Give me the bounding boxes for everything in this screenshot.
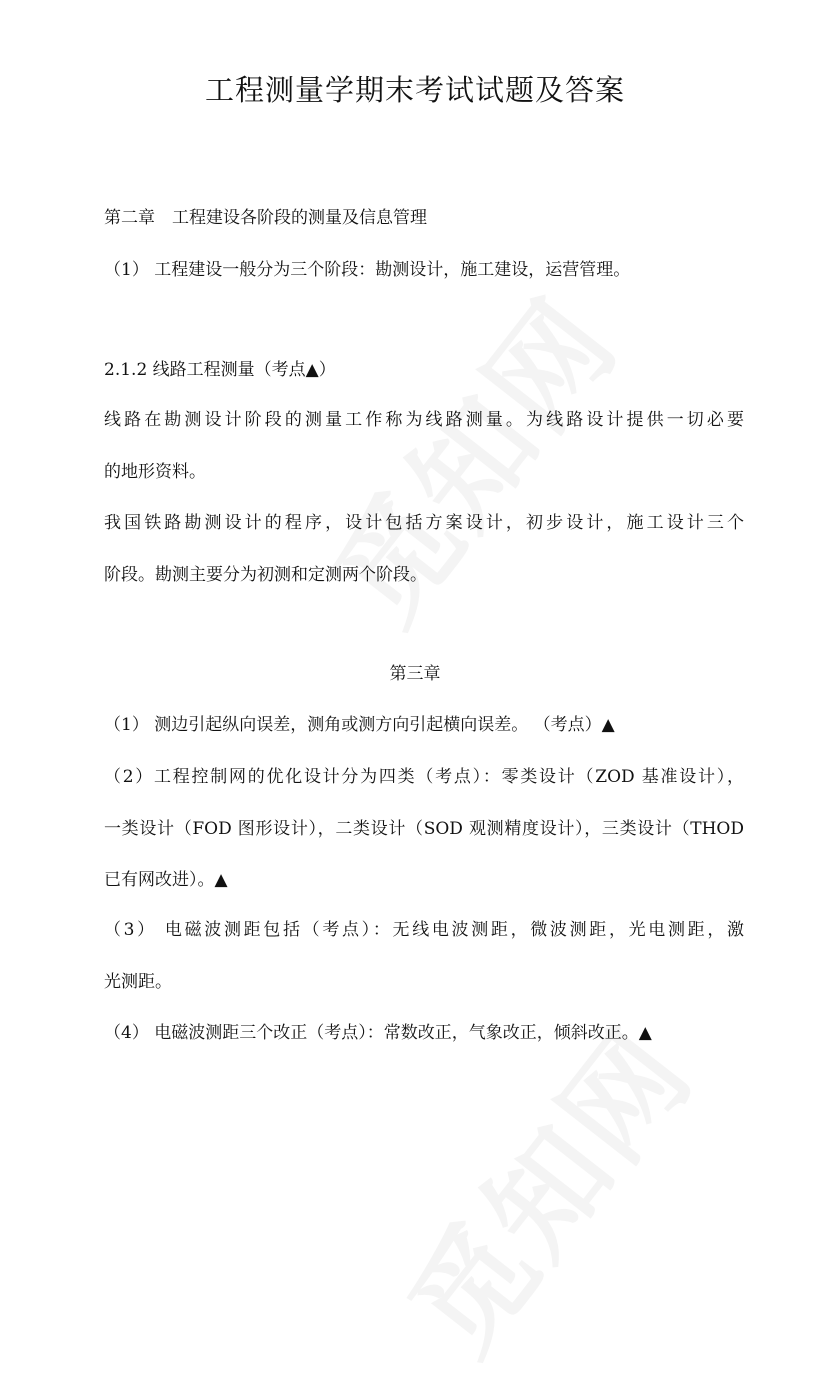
chapter3-item-3-line: （3） 电磁波测距包括（考点）：无线电波测距，微波测距，光电测距，激 xyxy=(104,920,744,940)
chapter3-item-4: （4） 电磁波测距三个改正（考点）：常数改正，气象改正，倾斜改正。▲ xyxy=(104,1023,652,1043)
chapter2-item-1: （1） 工程建设一般分为三个阶段：勘测设计，施工建设，运营管理。 xyxy=(104,260,631,280)
paragraph-line: 线路在勘测设计阶段的测量工作称为线路测量。为线路设计提供一切必要 xyxy=(104,410,744,430)
paragraph-line: 的地形资料。 xyxy=(104,462,206,482)
watermark xyxy=(288,258,647,651)
chapter3-heading: 第三章 xyxy=(389,664,441,684)
paragraph-line: 阶段。勘测主要分为初测和定测两个阶段。 xyxy=(104,565,427,585)
chapter3-item-3-line: 光测距。 xyxy=(104,972,172,992)
document-title: 工程测量学期末考试试题及答案 xyxy=(204,73,625,107)
chapter3-item-2-line: （2）工程控制网的优化设计分为四类（考点）：零类设计（ZOD 基准设计）， xyxy=(104,767,744,787)
watermark-bottom xyxy=(363,988,722,1381)
section-2-1-2-heading: 2.1.2 线路工程测量（考点▲） xyxy=(104,360,336,380)
chapter3-item-2-line: 一类设计（FOD 图形设计），二类设计（SOD 观测精度设计），三类设计（THOD xyxy=(104,819,744,839)
chapter3-item-2-line: 已有网改进）。▲ xyxy=(104,870,228,890)
chapter2-heading: 第二章 工程建设各阶段的测量及信息管理 xyxy=(104,208,427,228)
chapter3-item-1: （1） 测边引起纵向误差，测角或测方向引起横向误差。 （考点）▲ xyxy=(104,715,615,735)
paragraph-line: 我国铁路勘测设计的程序，设计包括方案设计，初步设计，施工设计三个 xyxy=(104,513,744,533)
